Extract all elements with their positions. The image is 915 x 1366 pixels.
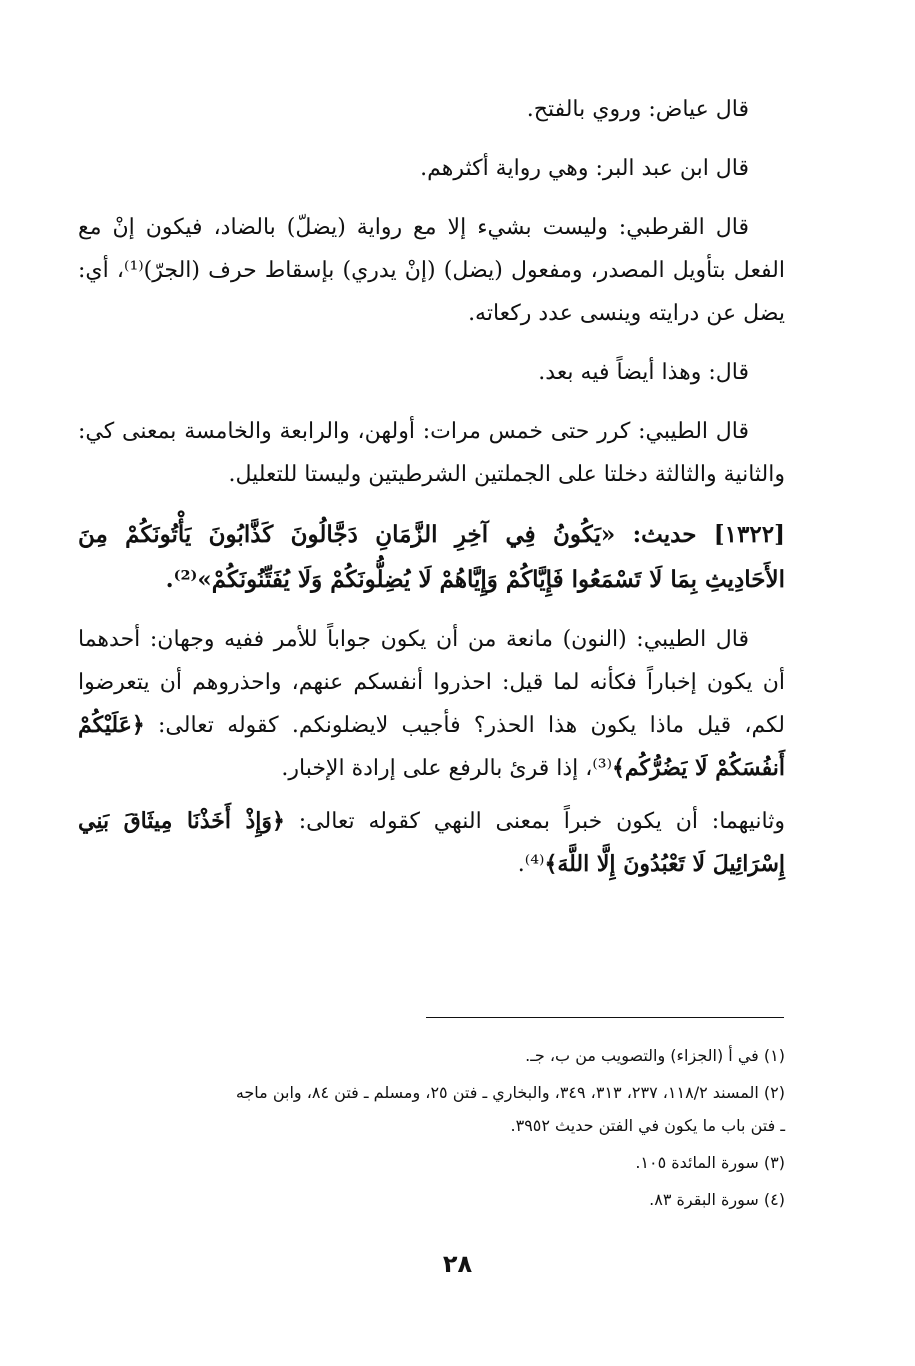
- hadith-block: [78, 512, 785, 602]
- footnotes: [50, 1042, 785, 1223]
- commentary-part1: قال الطيبي: (النون) مانعة من أن يكون جواباً للأمر ففيه وجهان: أحدهما أن يكون إخباراً فكأنه لما قيل: احذروا أنفسكم عنهم، واحذروهم أن يتعرضوا لكم، قيل ماذا يكون هذا الحذر؟ فأجيب لايضلونكم. كقوله تعالى:: [78, 627, 785, 738]
- paragraph-second-aspect: [78, 800, 785, 886]
- hadith-label: حديث:: [632, 521, 697, 548]
- paragraph-iyad: قال عياض: وروي بالفتح.: [526, 97, 749, 122]
- paragraph-tibi-1: قال الطيبي: كرر حتى خمس مرات: أولهن، والرابعة والخامسة بمعنى كي: والثانية والثالثة دخلتا على الجملتين الشرطيتين وليستا للتعليل.: [78, 419, 785, 487]
- paragraph-qala: قال: وهذا أيضاً فيه بعد.: [538, 360, 749, 385]
- footnote-divider: [426, 1017, 784, 1018]
- quran-verse-maidah: ﴿عَلَيْكُمْ أَنفُسَكُمْ لَا يَضُرُّكُم﴾: [78, 712, 785, 781]
- paragraph-ibn-abd-al-barr: قال ابن عبد البر: وهي رواية أكثرهم.: [420, 156, 749, 181]
- footnote-4: (٤) سورة البقرة ٨٣.: [649, 1190, 785, 1209]
- footnote-2-continued: ـ فتن باب ما يكون في الفتن حديث ٣٩٥٢.: [510, 1116, 785, 1135]
- footnote-1: (١) في أ (الجزاء) والتصويب من ب، جـ.: [525, 1046, 785, 1065]
- commentary-part2: وثانيهما: أن يكون خبراً بمعنى النهي كقوله تعالى:: [298, 809, 785, 834]
- footnote-3: (٣) سورة المائدة ١٠٥.: [635, 1153, 785, 1172]
- hadith-text: «يَكُونُ فِي آخِرِ الزَّمَانِ دَجَّالُونَ كَذَّابُونَ يَأْتُونَكُمْ مِنَ الأَحَادِيثِ بِمَا لَا تَسْمَعُوا فَإِيَّاكُمْ وَإِيَّاهُمْ لَا يُضِلُّونَكُمْ وَلَا يُفَتِّنُونَكُمْ»⁽²⁾.: [78, 521, 785, 593]
- paragraph-qurtubi: قال القرطبي: وليست بشيء إلا مع رواية (يضلّ) بالضاد، فيكون إنْ مع الفعل بتأويل المصدر، ومفعول (يضل) (إنْ يدري) بإسقاط حرف (الجرّ)⁽¹⁾، أي: يضل عن درايته وينسى عدد ركعاته.: [78, 215, 785, 326]
- commentary-part2-end: ⁽⁴⁾.: [517, 852, 545, 877]
- paragraph-tibi-2: [78, 618, 785, 790]
- page-number: ٢٨: [442, 1250, 473, 1278]
- quran-verse-baqarah: ﴿وَإِذْ أَخَذْنَا مِيثَاقَ بَنِي إِسْرَائِيلَ لَا تَعْبُدُونَ إِلَّا اللَّهَ﴾: [78, 808, 785, 877]
- commentary-part1-end: ⁽³⁾، إذا قرئ بالرفع على إرادة الإخبار.: [281, 756, 612, 781]
- main-text: [78, 88, 785, 896]
- hadith-number: [١٣٢٢]: [713, 521, 785, 548]
- footnote-2: (٢) المسند ١١٨/٢، ٢٣٧، ٣١٣، ٣٤٩، والبخاري ـ فتن ٢٥، ومسلم ـ فتن ٨٤، وابن ماجه: [235, 1083, 785, 1102]
